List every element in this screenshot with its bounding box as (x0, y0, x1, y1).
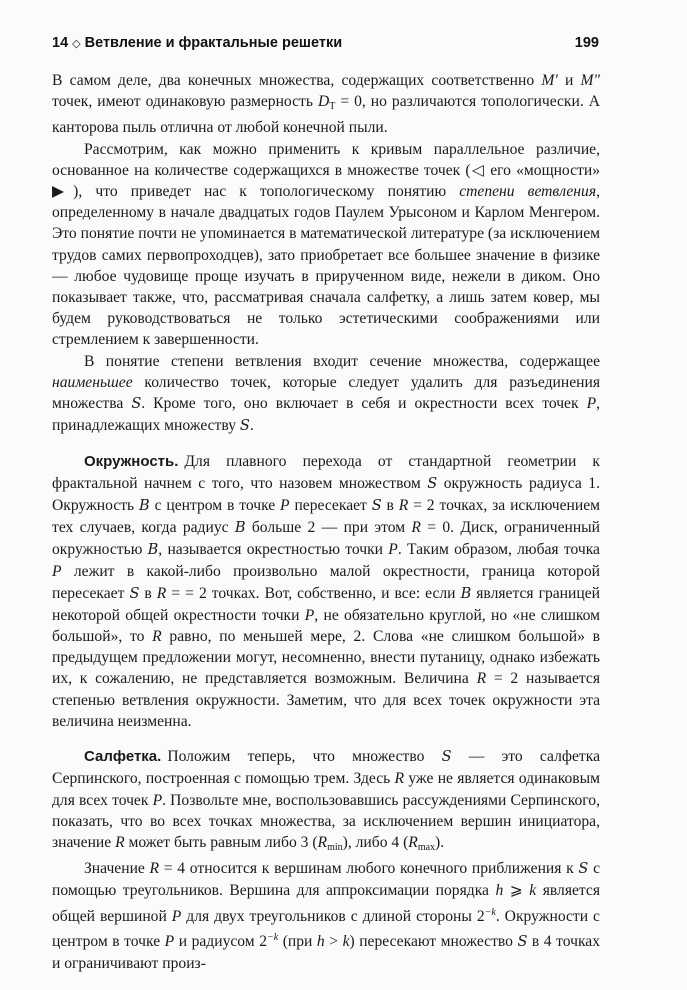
math: k (342, 932, 350, 950)
text: Положим теперь, что множество (167, 748, 442, 766)
header-chapter (52, 35, 342, 51)
text: В самом деле, два конечных множества, содержащих соответственно (52, 72, 542, 89)
text: = 0, но различаются топологически. А канторова пыль отлична от любой конечной пыли. (52, 93, 600, 137)
text: . Кроме того, оно включает в себя и окрестности всех точек (141, 395, 587, 413)
math: B (460, 585, 472, 602)
math: R (394, 770, 405, 788)
math: D (317, 93, 330, 111)
section-heading: Окружность. (84, 453, 179, 471)
text: , не обязательно круглой, но «не слишком большой», то (52, 606, 600, 646)
math-subscript: max (417, 841, 436, 853)
text: , называется окрестностью точки (158, 541, 389, 559)
math: P (280, 496, 290, 514)
text: — это салфетка Серпинского, построенная с помощью трем. Здесь (52, 748, 600, 788)
text: ). (435, 833, 445, 851)
text: Значение (84, 860, 150, 878)
math: R (115, 833, 125, 851)
text: для двух треугольников с длиной стороны 2 (181, 907, 485, 925)
paragraph-circle (52, 451, 600, 732)
chapter-title: Ветвление и фрактальные решетки (84, 35, 343, 51)
section-heading: Салфетка. (84, 748, 162, 766)
text: точек, имеют одинаковую размерность (52, 93, 318, 111)
text: является границей некоторой общей окрестности точки (52, 584, 600, 624)
text: Для плавного перехода от стандартной геометрии к фрактальной начнем с того, что назовем множеством (52, 453, 600, 492)
math: R (317, 833, 328, 851)
text: в (381, 496, 399, 514)
text: = 0. Диск, ограниченный окружностью (52, 519, 600, 559)
math: R (411, 519, 421, 537)
math: R (152, 628, 162, 646)
text: ⩾ (503, 882, 530, 900)
text: и (557, 72, 581, 89)
emphasis: наименьшее (52, 373, 133, 391)
math: P (152, 791, 163, 809)
text: лежит в какой-либо произвольно малой окрестности, граница которой пересекает (52, 563, 600, 602)
paragraph-6 (52, 858, 600, 974)
text: , принадлежащих множеству (52, 395, 600, 435)
paragraph-gasket (52, 746, 600, 858)
math: h (495, 882, 504, 900)
text: с центром в точке (149, 496, 281, 514)
chapter-number: 14 (52, 35, 69, 51)
math-subscript: min (327, 841, 343, 853)
math: B (234, 520, 246, 537)
math: k (529, 882, 537, 900)
math: P (164, 932, 175, 950)
math: S (578, 861, 589, 878)
text: , определенному в начале двадцатых годов Паулем Урысоном и Карлом Менгером. Это понятие почти не упоминается в математической литературе (за исключением трудов самих первопроходцев), зато приобретает все большее значение в физике — любое чудовище проще изучать в прирученном виде, нежели в диком. Оно показывает также, что, рассматривая сначала салфетку, а лишь затем ковер, мы будем руководствоваться не только эстетическими соображениями или стремлением к завершенности. (52, 183, 600, 349)
text: в (139, 584, 157, 602)
math: P (52, 563, 62, 581)
paragraph-2 (52, 139, 600, 351)
text: = 2 точках, за исключением тех случаев, когда радиус (52, 496, 600, 537)
text: с помощью треугольников. Вершина для аппроксимации порядка (52, 860, 600, 900)
text: . Таким образом, любая точка (397, 541, 600, 559)
math: S (129, 585, 140, 602)
text: = 4 относится к вершинам любого конечного приближения к (159, 860, 579, 878)
running-header (52, 35, 599, 51)
text: В понятие степени ветвления входит сечение множества, содержащее (84, 352, 600, 370)
math: M″ (580, 72, 600, 89)
math-subscript: T (329, 101, 336, 113)
math-superscript: −k (484, 906, 496, 918)
math: S (131, 396, 142, 413)
paragraph-1 (52, 70, 600, 139)
math: R (476, 670, 487, 688)
text: в 4 точках и ограничивают произ- (52, 932, 601, 972)
math: P (586, 395, 597, 413)
page-body (52, 70, 600, 974)
text: и радиусом 2 (174, 932, 267, 950)
text: может быть равным либо 3 ( (124, 833, 318, 851)
math: S (441, 749, 452, 766)
math: S (239, 418, 250, 435)
text: ), либо 4 ( (342, 833, 409, 851)
text: равно, по меньшей мере, 2. Слова «не слишком большой» в предыдущем предложении могут, несомненно, внести путаницу, однако избежать их, к сожалению, не представляется возможным. Величина (52, 628, 600, 688)
text: = 2 называется степенью ветвления окружности. Заметим, что для всех точек окружности эта величина неизменна. (52, 670, 600, 730)
paragraph-3 (52, 351, 600, 438)
math: B (147, 542, 159, 559)
text: . (249, 417, 254, 435)
text: уже не является одинаковым для всех точек (52, 770, 600, 809)
math: S (517, 933, 528, 950)
page-number: 199 (574, 35, 599, 51)
math: S (371, 497, 382, 514)
text: > (324, 932, 343, 950)
math: B (139, 497, 150, 514)
text: пересекает (289, 496, 372, 514)
text: . Позвольте мне, воспользовавшись рассуждениями Серпинского, показать, что во всех точках множества, за исключением вершин инициатора, значение (52, 791, 601, 851)
math: R (408, 833, 418, 851)
text: является общей вершиной (52, 882, 601, 925)
text: = = 2 точках. Вот, собственно, и все: если (166, 584, 461, 602)
text: . Окружности с центром в точке (52, 907, 600, 950)
math: P (304, 606, 315, 624)
emphasis: степени ветвления (459, 183, 597, 201)
math: R (149, 860, 160, 878)
text: (при (278, 932, 317, 950)
math: R (398, 496, 409, 514)
diamond-icon: ◇ (72, 38, 81, 50)
math: R (156, 584, 167, 602)
text: Рассмотрим, как можно применить к кривым параллельное различие, основанное на количестве содержащихся в множестве точек (◁ его «мощности» ▶), что приведет нас к топологическому понятию (52, 140, 600, 201)
math-superscript: −k (267, 931, 279, 943)
text: больше 2 — при этом (245, 519, 412, 537)
text: ) пересекают множество (349, 932, 518, 950)
text: количество точек, которые следует удалить для разъединения множества (52, 373, 600, 413)
text: окружность радиуса 1. Окружность (52, 474, 600, 514)
math: P (171, 907, 182, 925)
math: P (388, 541, 398, 559)
math: S (427, 475, 438, 492)
math: h (316, 932, 325, 950)
math: M′ (541, 72, 558, 89)
